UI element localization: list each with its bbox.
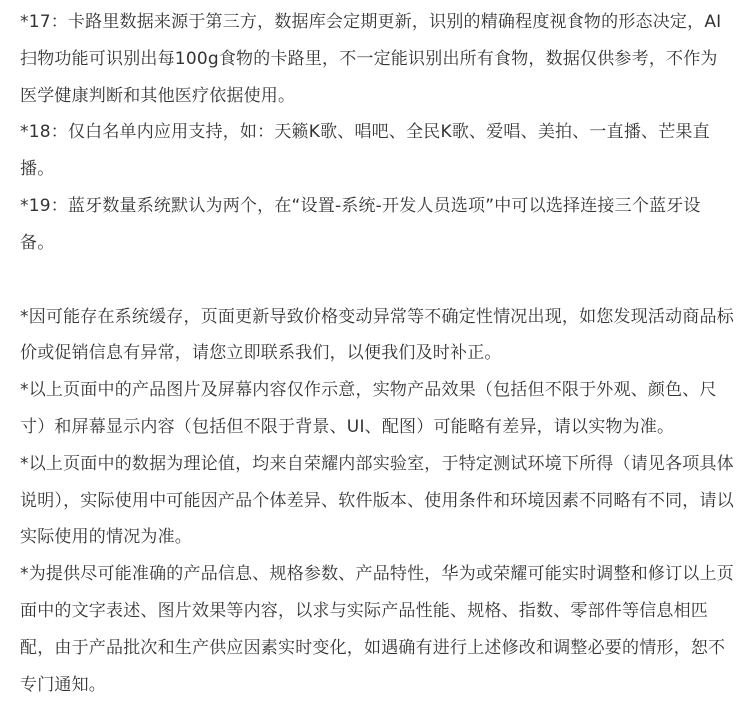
footnote-19: *19：蓝牙数量系统默认为两个，在“设置-系统-开发人员选项”中可以选择连接三个蓝牙设备。 bbox=[20, 195, 701, 253]
disclaimer-price: *因可能存在系统缓存，页面更新导致价格变动异常等不确定性情况出现，如您发现活动商品标价或促销信息有异常，请您立即联系我们，以便我们及时补正。 bbox=[20, 306, 734, 364]
footnote-17: *17：卡路里数据来源于第三方，数据库会定期更新，识别的精确程度视食物的形态决定，AI扫物功能可识别出每100g食物的卡路里，不一定能识别出所有食物，数据仅供参考，不作为医学健康判断和其他医疗依据使用。 bbox=[20, 12, 722, 106]
disclaimer-revision: *为提供尽可能准确的产品信息、规格参数、产品特性，华为或荣耀可能实时调整和修订以上页面中的文字表述、图片效果等内容，以求与实际产品性能、规格、指数、零部件等信息相匹配，由于产品批次和生产供应因素实时变化，如遇确有进行上述修改和调整必要的情形，恕不专门通知。 bbox=[20, 564, 734, 695]
disclaimer-data: *以上页面中的数据为理论值，均来自荣耀内部实验室，于特定测试环境下所得（请见各项具体说明），实际使用中可能因产品个体差异、软件版本、使用条件和环境因素不同略有不同，请以实际使用的情况为准。 bbox=[20, 453, 734, 548]
footnotes-section bbox=[20, 4, 734, 262]
footnote-18: *18：仅白名单内应用支持，如：天籁K歌、唱吧、全民K歌、爱唱、美拍、一直播、芒果直播。 bbox=[20, 122, 710, 180]
disclaimers-section bbox=[20, 299, 734, 704]
disclaimer-images: *以上页面中的产品图片及屏幕内容仅作示意，实物产品效果（包括但不限于外观、颜色、尺寸）和屏幕显示内容（包括但不限于背景、UI、配图）可能略有差异，请以实物为准。 bbox=[20, 380, 717, 437]
section-spacer bbox=[20, 262, 734, 299]
